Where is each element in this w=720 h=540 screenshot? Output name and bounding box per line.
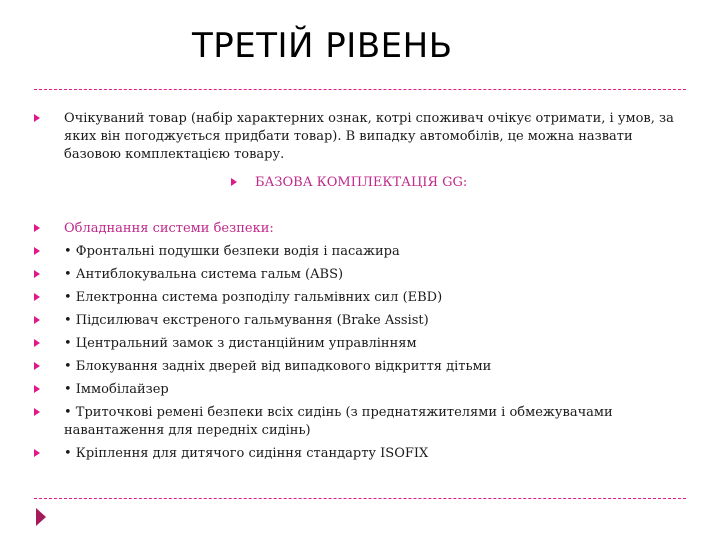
subheading <box>231 174 684 192</box>
list-item-text: • Іммобілайзер <box>64 382 169 397</box>
list-item-text: • Електронна система розподілу гальмівних сил (EBD) <box>64 290 443 305</box>
list-item-text: • Фронтальні подушки безпеки водія і пасажира <box>64 244 400 259</box>
intro-text: Очікуваний товар (набір характерних ознак, котрі споживач очікує отримати, і умов, за яких він погоджується придбати товар). В випадку автомобілів, це можна назвати базовою комплектацією товару. <box>64 111 674 162</box>
list-item <box>34 381 684 399</box>
triangle-bullet-icon <box>34 362 40 370</box>
triangle-bullet-icon <box>34 247 40 255</box>
triangle-bullet-icon <box>34 408 40 416</box>
triangle-bullet-icon <box>34 114 40 122</box>
list-item-text: • Кріплення для дитячого сидіння стандарту ISOFIX <box>64 446 429 461</box>
triangle-bullet-icon <box>34 316 40 324</box>
subheading-text: БАЗОВА КОМПЛЕКТАЦІЯ GG: <box>255 175 468 190</box>
list-item <box>34 358 684 376</box>
triangle-bullet-icon <box>34 270 40 278</box>
intro-paragraph <box>34 110 684 164</box>
list-item <box>34 445 684 463</box>
list-item <box>34 335 684 353</box>
triangle-bullet-icon <box>34 293 40 301</box>
list-item-text: • Блокування задніх дверей від випадкового відкриття дітьми <box>64 359 492 374</box>
list-item <box>34 266 684 284</box>
section-heading-text: Обладнання системи безпеки: <box>64 221 274 236</box>
list-item <box>34 404 684 440</box>
list-item-text: • Центральний замок з дистанційним управлінням <box>64 336 417 351</box>
list-item-text: • Триточкові ремені безпеки всіх сидінь (з преднатяжителями і обмежувачами навантаження для передніх сидінь) <box>64 405 613 438</box>
slide-title: ТРЕТІЙ РІВЕНЬ <box>192 26 453 66</box>
slide-content <box>34 110 684 463</box>
triangle-bullet-icon <box>34 449 40 457</box>
section-heading <box>34 220 684 238</box>
list-item <box>34 243 684 261</box>
next-slide-arrow-icon[interactable] <box>36 508 46 526</box>
triangle-bullet-icon <box>34 339 40 347</box>
top-divider <box>34 89 686 90</box>
list-item-text: • Антиблокувальна система гальм (ABS) <box>64 267 344 282</box>
triangle-bullet-icon <box>231 178 237 186</box>
list-item <box>34 312 684 330</box>
bottom-divider <box>34 498 686 499</box>
list-item-text: • Підсилювач екстреного гальмування (Brake Assist) <box>64 313 429 328</box>
list-item <box>34 289 684 307</box>
triangle-bullet-icon <box>34 385 40 393</box>
triangle-bullet-icon <box>34 224 40 232</box>
